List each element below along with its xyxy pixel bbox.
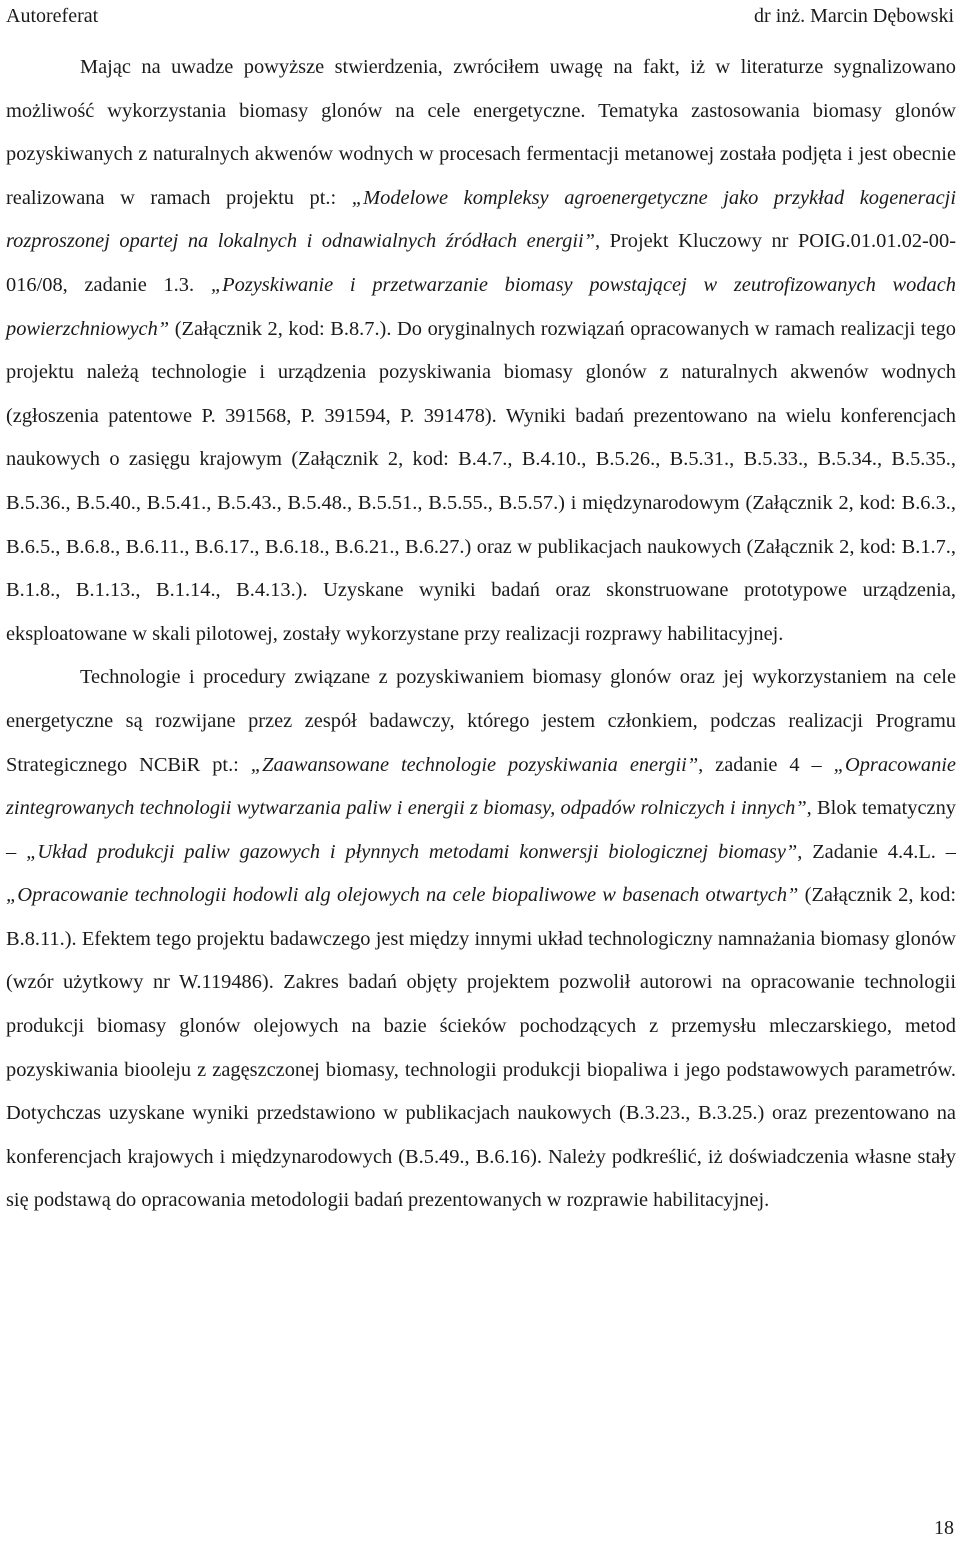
text-run: , Zadanie 4.4.L. –	[797, 840, 956, 863]
text-run: Technologie i procedury związane z pozyskiwaniem biomasy glonów oraz jej wykorzystaniem na cele energetyczne są rozwijane przez zespół badawczy, którego jestem członkiem, podczas realizacji Programu Strategicznego NCBiR pt.:	[6, 666, 956, 776]
text-run: , Projekt Kluczowy nr POIG.01.01.02-00-016/08, zadanie 1.3.	[6, 230, 956, 296]
text-run: , Blok tematyczny –	[6, 797, 956, 863]
subtask-title-italic: „Opracowanie technologii hodowli alg olejowych na cele biopaliwowe w basenach otwartych”	[6, 884, 799, 907]
task-title-italic: „Opracowanie zintegrowanych technologii wytwarzania paliw i energii z biomasy, odpadów rolniczych i innych”	[6, 753, 956, 820]
document-body	[6, 46, 956, 1223]
project-title-italic: „Modelowe kompleksy agroenergetyczne jako przykład kogeneracji rozproszonej opartej na lokalnych i odnawialnych źródłach energii”	[6, 186, 956, 253]
block-title-italic: „Układ produkcji paliw gazowych i płynnych metodami konwersji biologicznej biomasy”	[26, 840, 798, 863]
text-run: (Załącznik 2, kod: B.8.11.). Efektem tego projektu badawczego jest między innymi układ technologiczny namnażania biomasy glonów (wzór użytkowy nr W.119486). Zakres badań objęty projektem pozwolił autorowi na opracowanie technologii produkcji biomasy glonów olejowych na bazie ścieków pochodzących z przemysłu mleczarskiego, metod pozyskiwania biooleju z zagęszczonej biomasy, technologii produkcji biopaliwa i jego podstawowych parametrów. Dotychczas uzyskane wyniki przedstawiono w publikacjach naukowych (B.3.23., B.3.25.) oraz prezentowano na konferencjach krajowych i międzynarodowych (B.5.49., B.6.16). Należy podkreślić, iż doświadczenia własne stały się podstawą do opracowania metodologii badań prezentowanych w rozprawie habilitacyjnej.	[6, 884, 956, 1212]
text-run: , zadanie 4 –	[698, 753, 834, 776]
paragraph-1	[6, 46, 956, 656]
header-author: dr inż. Marcin Dębowski	[754, 5, 954, 27]
program-title-italic: „Zaawansowane technologie pozyskiwania energii”	[250, 753, 699, 776]
task-title-italic: „Pozyskiwanie i przetwarzanie biomasy powstającej w zeutrofizowanych wodach powierzchniowych”	[6, 273, 956, 340]
text-run: Mając na uwadze powyższe stwierdzenia, zwróciłem uwagę na fakt, iż w literaturze sygnalizowano możliwość wykorzystania biomasy glonów na cele energetyczne. Tematyka zastosowania biomasy glonów pozyskiwanych z naturalnych akwenów wodnych w procesach fermentacji metanowej została podjęta i jest obecnie realizowana w ramach projektu pt.:	[6, 56, 956, 209]
paragraph-2	[6, 656, 956, 1223]
text-run: (Załącznik 2, kod: B.8.7.). Do oryginalnych rozwiązań opracowanych w ramach realizacji tego projektu należą technologie i urządzenia pozyskiwania biomasy glonów z naturalnych akwenów wodnych (zgłoszenia patentowe P. 391568, P. 391594, P. 391478). Wyniki badań prezentowano na wielu konferencjach naukowych o zasięgu krajowym (Załącznik 2, kod: B.4.7., B.4.10., B.5.26., B.5.31., B.5.33., B.5.34., B.5.35., B.5.36., B.5.40., B.5.41., B.5.43., B.5.48., B.5.51., B.5.55., B.5.57.) i międzynarodowym (Załącznik 2, kod: B.6.3., B.6.5., B.6.8., B.6.11., B.6.17., B.6.18., B.6.21., B.6.27.) oraz w publikacjach naukowych (Załącznik 2, kod: B.1.7., B.1.8., B.1.13., B.1.14., B.4.13.). Uzyskane wyniki badań oraz skonstruowane prototypowe urządzenia, eksploatowane w skali pilotowej, zostały wykorzystane przy realizacji rozprawy habilitacyjnej.	[6, 317, 956, 645]
header-document-type: Autoreferat	[6, 5, 99, 27]
page-number: 18	[934, 1517, 954, 1539]
page-header	[6, 0, 954, 32]
